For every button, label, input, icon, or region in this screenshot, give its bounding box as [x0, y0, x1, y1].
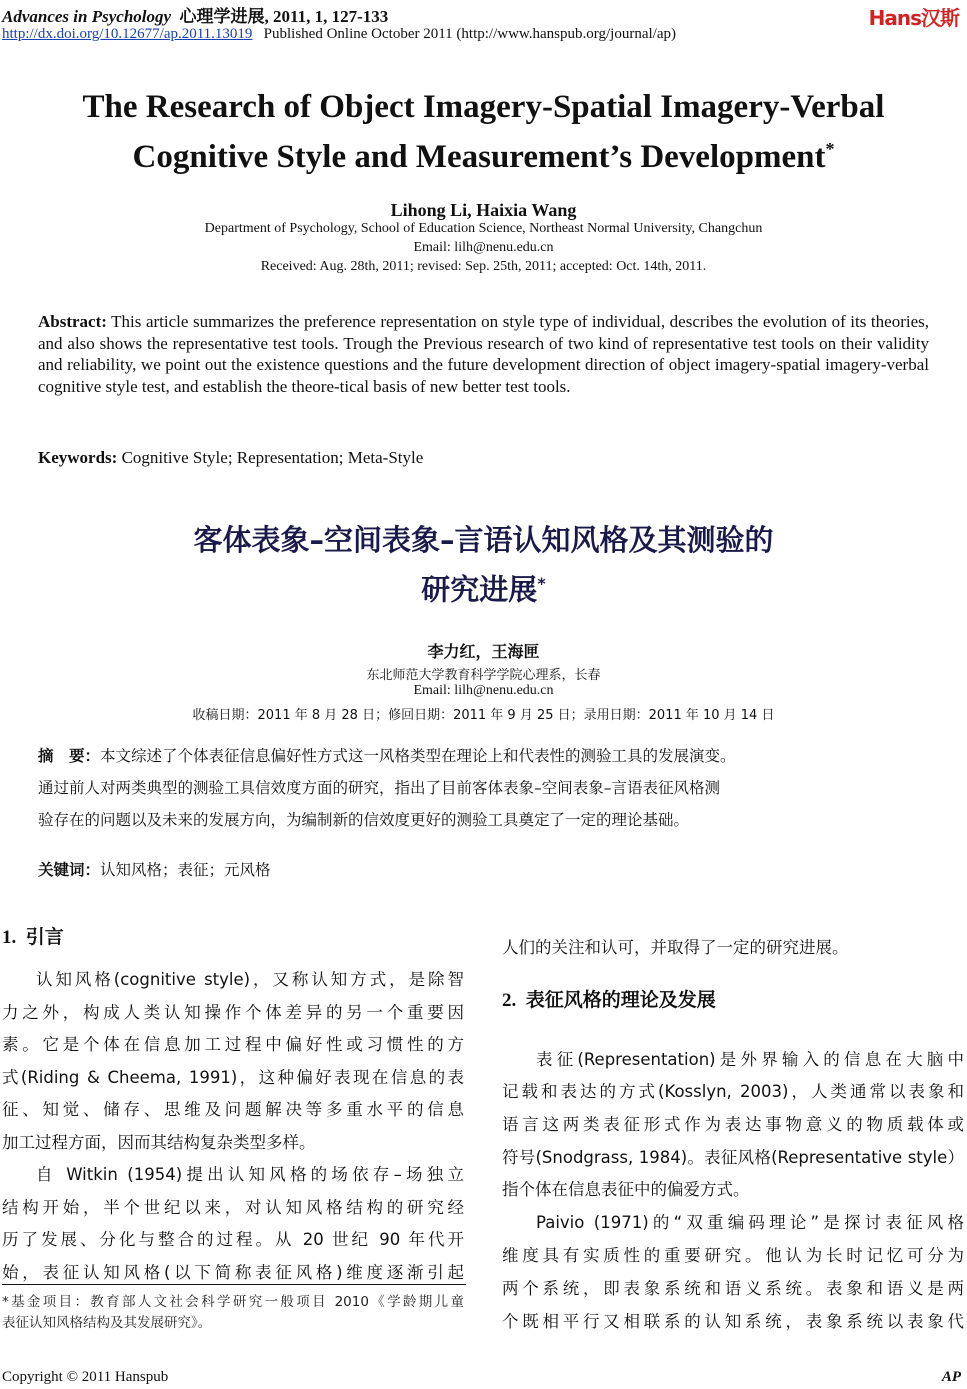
body-line: 两个系统，即表象系统和语义系统。表象和语义是两 [502, 1279, 964, 1298]
doi-link[interactable]: http://dx.doi.org/10.12677/ap.2011.13019 [2, 26, 253, 42]
abstract-en [38, 311, 929, 397]
body-line: 加工过程方面，因而其结构复杂类型多样。 [2, 1133, 316, 1152]
title-en-1: The Research of Object Imagery-Spatial Imagery-Verbal [82, 89, 885, 125]
section-1-heading [2, 922, 64, 949]
body-line: 个既相平行又相联系的认知系统，表象系统以表象代 [502, 1312, 964, 1331]
body-line: 指个体在信息表征中的偏爱方式。 [502, 1180, 750, 1199]
section-number: 1. [2, 927, 17, 948]
body-line: 始，表征认知风格(以下简称表征风格)维度逐渐引起 [2, 1263, 464, 1282]
title-star: * [825, 139, 835, 159]
abstract-cn [38, 740, 938, 836]
title-cn-star: * [537, 574, 546, 593]
body-line: 素。它是个体在信息加工过程中偏好性或习惯性的方 [2, 1035, 464, 1054]
title-cn-2 [0, 561, 967, 613]
abstract-cn-label: 摘 要： [38, 747, 101, 765]
title-en-2-text: Cognitive Style and Measurement’s Development [132, 139, 826, 175]
body-line: 维度具有实质性的重要研究。他认为长时记忆可分为 [502, 1246, 964, 1265]
keywords-cn-label: 关键词： [38, 861, 101, 879]
copyright: Copyright © 2011 Hanspub [2, 1369, 169, 1385]
body-line: 结构开始，半个世纪以来，对认知风格结构的研究经 [2, 1198, 464, 1217]
authors-en: Lihong Li, Haixia Wang [390, 200, 577, 220]
body-line: 符号(Snodgrass, 1984)。表征风格(Representative style） [502, 1148, 964, 1167]
keywords-cn [38, 858, 271, 880]
keywords-cn-text: 认知风格；表征；元风格 [100, 861, 271, 879]
body-line: 记载和表达的方式(Kosslyn, 2003)，人类通常以表象和 [502, 1082, 964, 1101]
affiliation-cn: 东北师范大学教育科学学院心理系，长春 [366, 668, 601, 683]
footnote-line: 表征认知风格结构及其发展研究》。 [2, 1315, 212, 1331]
published-info: Published Online October 2011 (http://www.hanspub.org/journal/ap) [263, 26, 676, 42]
title-cn-1: 客体表象–空间表象–言语认知风格及其测验的 [193, 523, 774, 557]
abstract-cn-line: 本文综述了个体表征信息偏好性方式这一风格类型在理论上和代表性的测验工具的发展演变。 [100, 747, 736, 765]
keywords-text: Cognitive Style; Representation; Meta-Style [121, 448, 424, 467]
received-en: Received: Aug. 28th, 2011; revised: Sep. 25th, 2011; accepted: Oct. 14th, 2011. [260, 259, 707, 274]
body-line: 征、知觉、储存、思维及问题解决等多重水平的信息 [2, 1100, 464, 1119]
body-line: 自 Witkin (1954)提出认知风格的场依存–场独立 [36, 1165, 464, 1184]
footnote-divider [2, 1284, 466, 1285]
keywords-label: Keywords: [38, 448, 118, 467]
section-number: 2. [502, 990, 517, 1011]
email-en: Email: lilh@nenu.edu.cn [413, 240, 554, 255]
received-cn: 收稿日期：2011 年 8 月 28 日；修回日期：2011 年 9 月 25 日；录用日期：2011 年 10 月 14 日 [192, 708, 775, 723]
keywords-en [38, 447, 929, 469]
body-line: Paivio (1971)的“双重编码理论”是探讨表征风格 [536, 1213, 964, 1232]
affiliation-en: Department of Psychology, School of Education Science, Northeast Normal University, Changchun [204, 221, 763, 236]
abstract-cn-line: 验存在的问题以及未来的发展方向，为编制新的信效度更好的测验工具奠定了一定的理论基础。 [38, 811, 690, 829]
title-en-2 [0, 128, 967, 178]
hans-logo: Hans汉斯 [868, 6, 959, 30]
abstract-text: This article summarizes the preference representation on style type of individual, describes the evolution of its theories, and also shows the representative test tools. Trough the Previous research of two kind of representative test tools on their validity and reliability, we point out the existence questions and the future development direction of object imagery-spatial imagery-verbal cognitive style test, and establish the theore-tical basis of new better test tools. [38, 312, 929, 396]
section-title: 表征风格的理论及发展 [525, 989, 716, 1011]
body-line: 人们的关注和认可，并取得了一定的研究进展。 [502, 938, 849, 957]
journal-header [2, 2, 388, 27]
body-line: 表征(Representation)是外界输入的信息在大脑中 [536, 1050, 964, 1069]
doi-line [2, 26, 676, 43]
title-cn-2-text: 研究进展 [421, 572, 538, 607]
email-cn: Email: lilh@nenu.edu.cn [413, 683, 554, 698]
abstract-label: Abstract: [38, 312, 107, 331]
body-line: 力之外，构成人类认知操作个体差异的另一个重要因 [2, 1003, 464, 1022]
journal-name: Advances in Psychology [2, 7, 172, 26]
footnote-line: *基金项目：教育部人文社会科学研究一般项目 2010《学龄期儿童 [2, 1294, 464, 1310]
body-line: 历了发展、分化与整合的过程。从 20 世纪 90 年代开 [2, 1230, 464, 1249]
authors-cn: 李力红，王海匣 [427, 642, 540, 661]
body-line: 认知风格(cognitive style)，又称认知方式，是除智 [36, 970, 464, 989]
journal-abbr: AP [941, 1369, 961, 1385]
section-2-heading [502, 985, 716, 1012]
body-line: 语言这两类表征形式作为表达事物意义的物质载体或 [502, 1115, 964, 1134]
section-title: 引言 [25, 926, 64, 948]
abstract-cn-line: 通过前人对两类典型的测验工具信效度方面的研究，指出了目前客体表象–空间表象–言语表征风格测 [38, 779, 721, 797]
journal-cn: 心理学进展, 2011, 1, 127-133 [179, 7, 389, 26]
body-line: 式(Riding & Cheema, 1991)，这种偏好表现在信息的表 [2, 1068, 464, 1087]
